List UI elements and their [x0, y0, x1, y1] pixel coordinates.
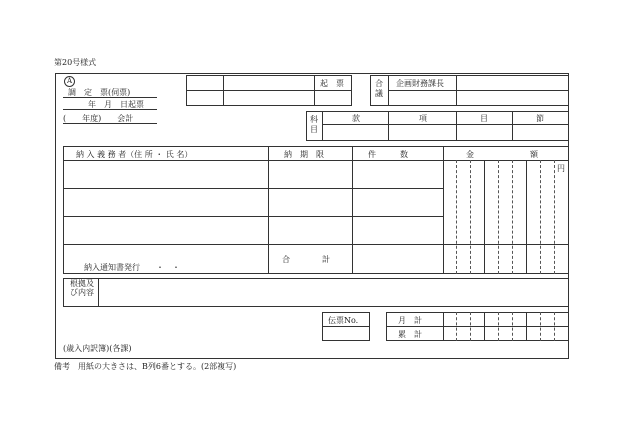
subject-table — [306, 111, 569, 141]
subject-v3 — [512, 111, 513, 141]
basis-label: 根拠及び内容 — [70, 279, 94, 297]
amount-digit-line — [470, 160, 471, 274]
title-underline — [63, 97, 157, 98]
amount-digit-line — [512, 160, 513, 274]
slip-no-label: 伝票No. — [328, 316, 359, 325]
subject-col-kan: 款 — [352, 114, 360, 123]
approval-grid-v1 — [223, 75, 224, 106]
totals-v — [443, 312, 444, 341]
amount-digit-line — [498, 160, 499, 274]
totals-digit-sep — [526, 312, 527, 341]
totals-digit-sep — [484, 312, 485, 341]
gogi-label: 合議 — [375, 79, 383, 98]
totals-digit-line — [512, 312, 513, 341]
amount-digit-sep — [484, 160, 485, 274]
main-header-line — [63, 160, 569, 161]
subject-v2 — [456, 111, 457, 141]
subject-col-kou: 項 — [419, 114, 427, 123]
yen-unit: 円 — [557, 164, 565, 173]
main-row2-line — [63, 216, 443, 217]
amount-digit-line — [554, 160, 555, 274]
totals-digit-line — [456, 312, 457, 341]
monthly-total-label: 月 計 — [398, 316, 422, 325]
deadline-header: 納 期 限 — [284, 150, 324, 159]
subject-v0 — [322, 111, 323, 141]
main-row1-line — [63, 188, 443, 189]
basis-box — [63, 278, 569, 307]
approval-grid-mid — [186, 90, 352, 91]
form-number: 第20号様式 — [54, 58, 97, 67]
amount-header: 金 額 — [466, 150, 538, 159]
amount-digit-line — [456, 160, 457, 274]
subject-label: 科目 — [310, 115, 318, 134]
form-title: 調 定 票(伺票) — [68, 88, 131, 97]
amount-digit-sep — [526, 160, 527, 274]
main-v-deadline — [352, 146, 353, 274]
total-label: 合 計 — [282, 255, 330, 264]
gogi-dept: 企画財務課長 — [396, 79, 444, 88]
basis-divider — [98, 278, 99, 307]
remarks-note: 備考 用紙の大きさは、B列6番とする。(2部複写) — [54, 362, 237, 371]
date-underline — [63, 109, 157, 110]
ledger-note: (歳入内訳簿)(各課) — [63, 344, 132, 353]
totals-mid — [386, 326, 569, 327]
gogi-mid — [388, 90, 569, 91]
approval-grid-v2 — [314, 75, 315, 106]
subject-col-setsu: 節 — [536, 114, 544, 123]
subject-mid — [322, 124, 569, 125]
totals-digit-line — [540, 312, 541, 341]
subject-v1 — [388, 111, 389, 141]
stamp-letter: A — [66, 77, 73, 85]
fiscal-line: ( 年度) 会計 — [63, 114, 134, 123]
main-v-payer — [268, 146, 269, 274]
main-row3-line — [63, 244, 569, 245]
payer-header: 納 入 義 務 者（住 所 ・ 氏 名） — [76, 150, 193, 159]
notice-issued: 納入通知書発行 ・ ・ — [84, 263, 180, 272]
slip-mid — [322, 326, 370, 327]
date-line: 年 月 日起票 — [88, 100, 144, 109]
totals-digit-line — [470, 312, 471, 341]
totals-digit-line — [498, 312, 499, 341]
amount-digit-line — [540, 160, 541, 274]
subject-col-moku: 目 — [480, 114, 488, 123]
stamp-circle — [64, 76, 75, 87]
main-v-count — [443, 146, 444, 274]
fiscal-underline — [63, 123, 157, 124]
cumulative-total-label: 累 計 — [398, 330, 422, 339]
totals-digit-line — [554, 312, 555, 341]
count-header: 件 数 — [368, 150, 408, 159]
kihyo-label: 起 票 — [320, 79, 344, 88]
